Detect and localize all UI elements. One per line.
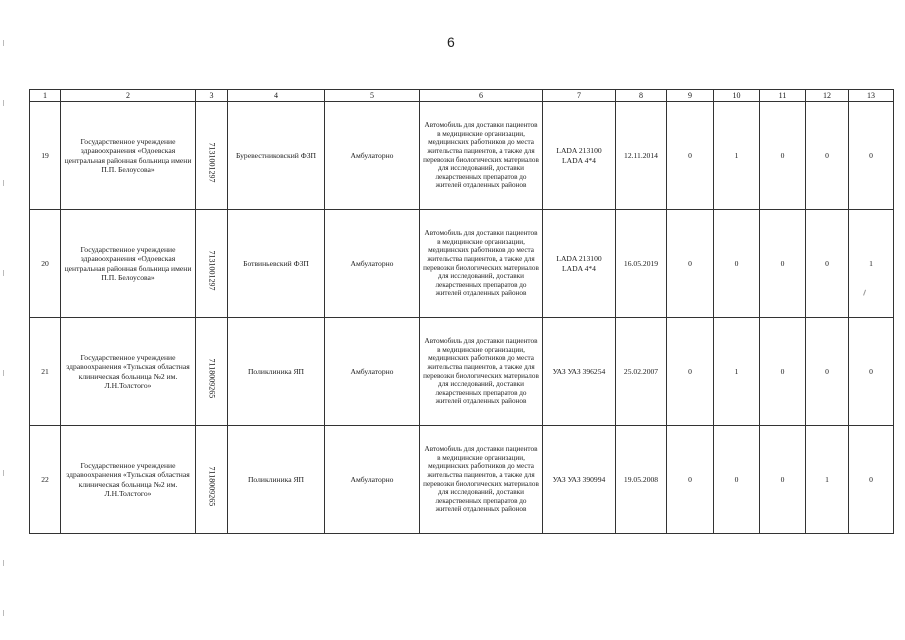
value-cell: 0 [667,426,714,534]
value-cell: 0 [760,210,806,318]
value-cell: 0 [667,210,714,318]
vehicle-purpose: Автомобиль для доставки пациентов в медицинские организации, медицинских работников до места жительства пациентов, а также для перевозки биологических материалов для исследований, доставки лекарственных препаратов до жителей отдаленных районов [420,102,543,210]
date-cell: 16.05.2019 [616,210,667,318]
value-cell: 0 [714,210,760,318]
value-cell: 1 [714,318,760,426]
care-type: Амбулаторно [325,210,420,318]
inn-value: 7118009265 [207,466,217,506]
inn-value: 7131001297 [207,250,217,290]
vehicle-model: УАЗ УАЗ 390994 [543,426,616,534]
header-cell: 10 [714,90,760,102]
header-row [30,90,894,102]
header-cell: 5 [325,90,420,102]
header-cell: 3 [196,90,228,102]
value-cell: 0 [849,102,894,210]
value-cell: 1 [849,210,894,318]
header-cell: 13 [849,90,894,102]
vehicles-table [29,89,894,534]
page-number: 6 [447,34,455,50]
care-type: Амбулаторно [325,426,420,534]
value-cell: 0 [760,102,806,210]
header-cell: 12 [806,90,849,102]
care-type: Амбулаторно [325,102,420,210]
vehicle-purpose: Автомобиль для доставки пациентов в медицинские организации, медицинских работников до места жительства пациентов, а также для перевозки биологических материалов для исследований, доставки лекарственных препаратов до жителей отдаленных районов [420,210,543,318]
header-cell: 9 [667,90,714,102]
organization-name: Государственное учреждение здравоохранения «Тульская областная клиническая больница №2 им. Л.Н.Толстого» [61,318,196,426]
header-cell: 1 [30,90,61,102]
row-number: 20 [30,210,61,318]
unit-name: Поликлиника ЯП [228,426,325,534]
vehicle-model: LADA 213100 LADA 4*4 [543,210,616,318]
value-cell: 0 [667,102,714,210]
value-cell: 1 [714,102,760,210]
inn-cell [196,426,228,534]
unit-name: Буревестниковский ФЗП [228,102,325,210]
value-cell: 1 [806,426,849,534]
value-cell: 0 [760,426,806,534]
table-row [30,318,894,426]
value-cell: 0 [806,102,849,210]
inn-cell [196,102,228,210]
value-cell: 0 [760,318,806,426]
scan-edge-marks [3,40,7,620]
vehicle-purpose: Автомобиль для доставки пациентов в медицинские организации, медицинских работников до места жительства пациентов, а также для перевозки биологических материалов для исследований, доставки лекарственных препаратов до жителей отдаленных районов [420,426,543,534]
header-cell: 11 [760,90,806,102]
inn-cell [196,318,228,426]
unit-name: Поликлиника ЯП [228,318,325,426]
value-cell: 0 [806,318,849,426]
vehicle-model: УАЗ УАЗ 396254 [543,318,616,426]
value-cell: 0 [806,210,849,318]
inn-cell [196,210,228,318]
unit-name: Ботвиньевский ФЗП [228,210,325,318]
header-cell: 6 [420,90,543,102]
header-cell: 4 [228,90,325,102]
organization-name: Государственное учреждение здравоохранения «Одоевская центральная районная больница имени П.П. Белоусова» [61,210,196,318]
date-cell: 12.11.2014 [616,102,667,210]
inn-value: 7118009265 [207,358,217,398]
header-cell: 7 [543,90,616,102]
date-cell: 19.05.2008 [616,426,667,534]
organization-name: Государственное учреждение здравоохранения «Одоевская центральная районная больница имени П.П. Белоусова» [61,102,196,210]
row-number: 19 [30,102,61,210]
vehicle-purpose: Автомобиль для доставки пациентов в медицинские организации, медицинских работников до места жительства пациентов, а также для перевозки биологических материалов для исследований, доставки лекарственных препаратов до жителей отдаленных районов [420,318,543,426]
table-row [30,102,894,210]
date-cell: 25.02.2007 [616,318,667,426]
organization-name: Государственное учреждение здравоохранения «Тульская областная клиническая больница №2 им. Л.Н.Толстого» [61,426,196,534]
inn-value: 7131001297 [207,142,217,182]
row-number: 21 [30,318,61,426]
value-cell: 0 [667,318,714,426]
header-cell: 2 [61,90,196,102]
table-row [30,210,894,318]
header-cell: 8 [616,90,667,102]
table-row [30,426,894,534]
row-number: 22 [30,426,61,534]
value-cell: 0 [714,426,760,534]
value-cell: 0 [849,426,894,534]
value-cell: 0 [849,318,894,426]
care-type: Амбулаторно [325,318,420,426]
vehicle-model: LADA 213100 LADA 4*4 [543,102,616,210]
